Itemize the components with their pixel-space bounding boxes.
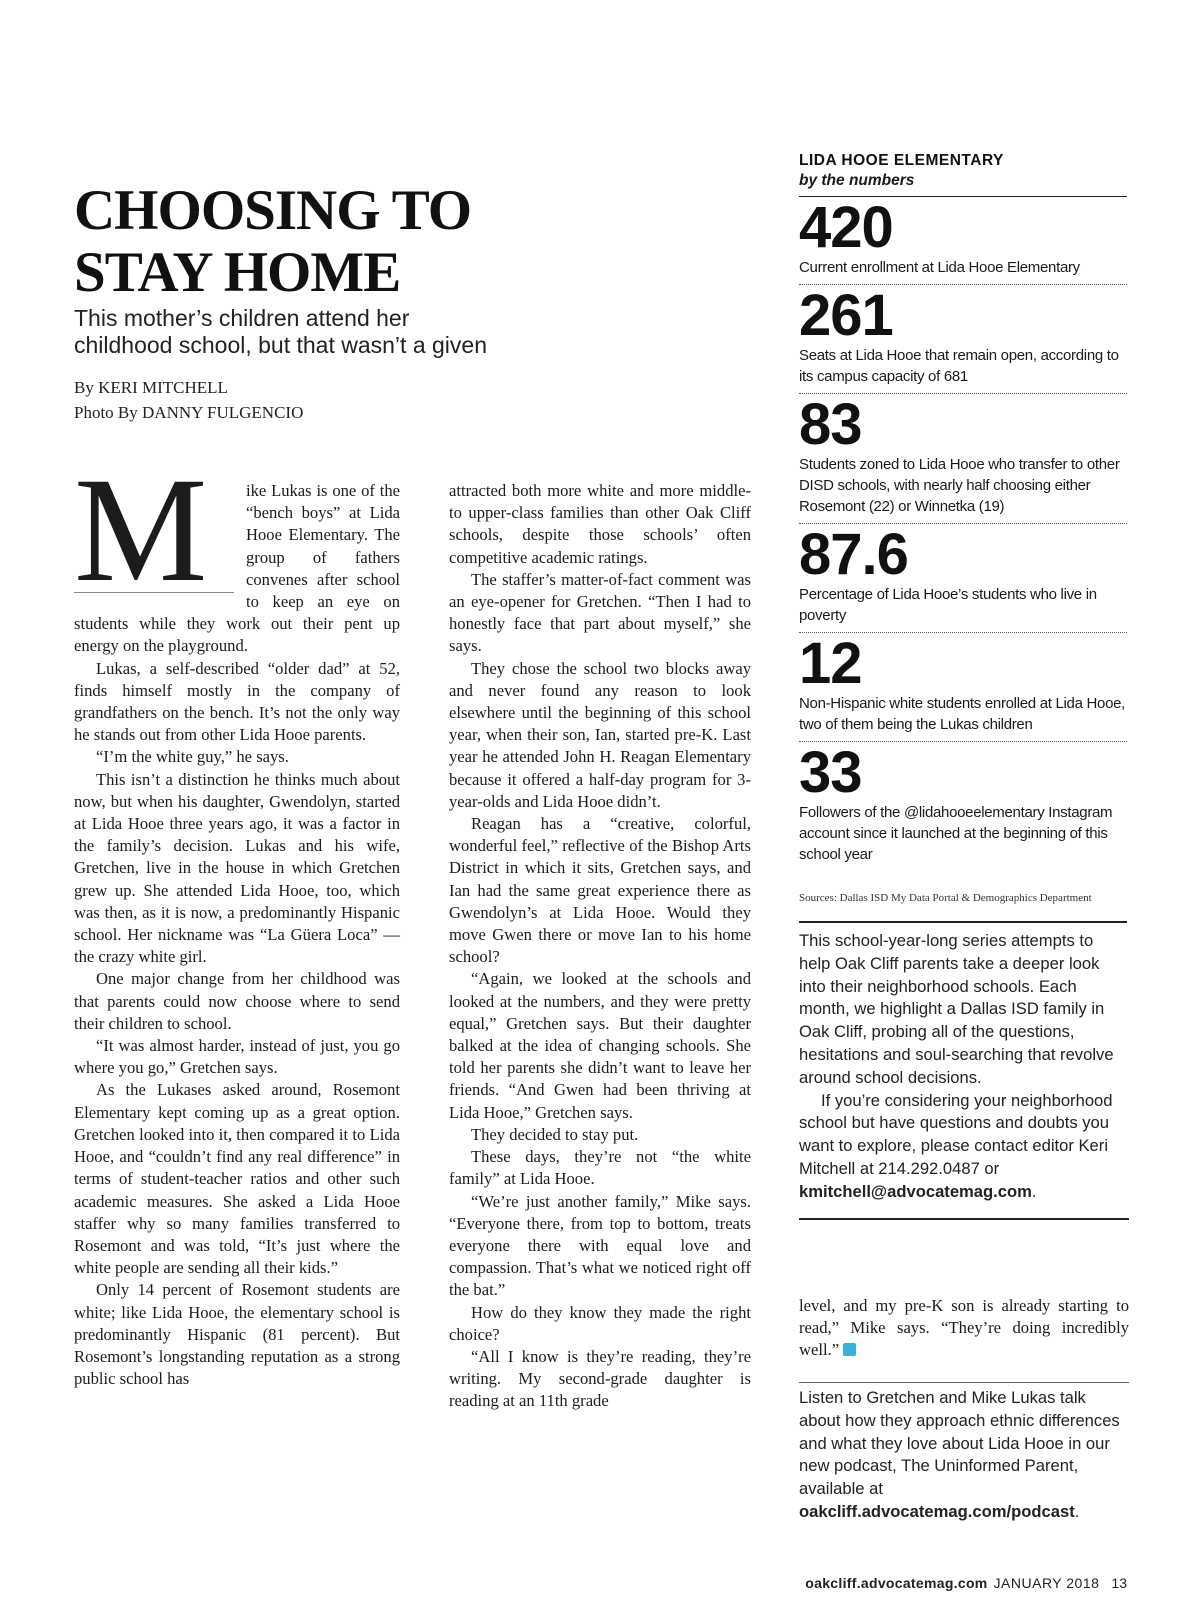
paragraph: “All I know is they’re reading, they’re writing. My second-grade daughter is reading at an 11th grade <box>449 1346 751 1411</box>
podcast-end: . <box>1074 1501 1080 1521</box>
page-number: 13 <box>1111 1575 1127 1591</box>
paragraph: They decided to stay put. <box>471 1124 639 1144</box>
series-description: This school-year-long series attempts to help Oak Cliff parents take a deeper look into their neighborhood schools. Each month, we highlight a Dallas ISD family in Oak Cliff, probing all of the questions, hesitations and soul-searching that revolve around school decisions. <box>799 931 1114 1087</box>
sidebar-title: LIDA HOOE ELEMENTARY <box>799 152 1004 169</box>
paragraph: ike Lukas is one of the “bench boys” at Lida Hooe Elementary. The group of fathers convenes after school to keep an eye on students while they work out their pent up energy on the playground. <box>74 481 400 656</box>
podcast-text: Listen to Gretchen and Mike Lukas talk about how they approach ethnic differences and what they love about Lida Hooe in our new podcast, The Uninformed Parent, available at <box>799 1388 1120 1499</box>
stat-item <box>799 524 1127 633</box>
series-contact-text: If you’re considering your neighborhood school but have questions and doubts you want to explore, please contact editor Keri Mitchell at 214.292.0487 or <box>799 1090 1113 1178</box>
paragraph: “I’m the white guy,” he says. <box>96 747 289 767</box>
stat-number: 420 <box>799 195 893 260</box>
paragraph: “We’re just another family,” Mike says. “Everyone there, from top to bottom, treats everyone there with equal love and compassion. That’s what we noticed right off the bat.” <box>449 1191 751 1300</box>
sources-note: Sources: Dallas ISD My Data Portal & Demographics Department <box>799 891 1127 923</box>
stat-description: Non-Hispanic white students enrolled at Lida Hooe, two of them being the Lukas children <box>799 695 1126 733</box>
editor-email-link[interactable]: kmitchell@advocatemag.com <box>799 1181 1032 1201</box>
headline-line: CHOOSING TO <box>74 179 472 242</box>
stat-item <box>799 394 1127 524</box>
stat-description: Students zoned to Lida Hooe who transfer to other DISD schools, with nearly half choosing either Rosemont (22) or Winnetka (19) <box>799 456 1120 515</box>
stat-number: 83 <box>799 392 862 457</box>
footer-site-url[interactable]: oakcliff.advocatemag.com <box>805 1575 988 1591</box>
by-the-numbers-sidebar <box>799 152 1127 923</box>
deck-line: childhood school, but that wasn’t a given <box>74 332 487 358</box>
stat-number: 33 <box>799 740 862 805</box>
article-column-1 <box>74 447 400 1390</box>
author-credit: By KERI MITCHELL <box>74 378 228 397</box>
stat-item <box>799 197 1127 285</box>
sidebar-subtitle: by the numbers <box>799 172 1127 197</box>
photo-credit: Photo By DANNY FULGENCIO <box>74 403 304 422</box>
stat-item <box>799 742 1127 871</box>
paragraph: Lukas, a self-described “older dad” at 52, finds himself mostly in the company of grandfathers on the bench. It’s not the only way he stands out from other Lida Hooe parents. <box>74 658 400 745</box>
paragraph: Reagan has a “creative, colorful, wonderful feel,” reflective of the Bishop Arts District in which it sits, Gretchen says, and Ian had the same great experience there as Gwendolyn’s at Lida Hooe. Would they move Gwen there or move Ian to his home school? <box>449 814 751 967</box>
stat-item <box>799 633 1127 742</box>
series-info-box <box>799 930 1129 1220</box>
stat-number: 261 <box>799 283 893 348</box>
headline-line: STAY HOME <box>74 241 401 304</box>
stat-description: Followers of the @lidahooeelementary Instagram account since it launched at the beginning of this school year <box>799 804 1113 863</box>
byline <box>74 375 303 425</box>
podcast-link[interactable]: oakcliff.advocatemag.com/podcast <box>799 1501 1075 1521</box>
paragraph: These days, they’re not “the white family” at Lida Hooe. <box>449 1147 751 1189</box>
paragraph: They chose the school two blocks away and never found any reason to look elsewhere until the beginning of this school year, when their son, Ian, started pre-K. Last year he attended John H. Reagan Elementary because it offered a half-day program for 3-year-olds and Lida Hooe didn’t. <box>449 658 751 811</box>
series-contact-end: . <box>1031 1181 1037 1201</box>
paragraph: One major change from her childhood was that parents could now choose where to send their children to school. <box>74 969 400 1033</box>
paragraph: level, and my pre-K son is already starting to read,” Mike says. “They’re doing incredibly well.” <box>799 1296 1129 1360</box>
paragraph: As the Lukases asked around, Rosemont Elementary kept coming up as a great option. Gretchen looked into it, then compared it to Lida Hooe, and “couldn’t find any real difference” in terms of student-teacher ratios and other such academic measures. She asked a Lida Hooe staffer why so many families transferred to Rosemont and was told, “It’s just where the white people are sending all their kids.” <box>74 1080 400 1278</box>
deck-line: This mother’s children attend her <box>74 305 410 331</box>
headline <box>74 180 634 304</box>
paragraph: Only 14 percent of Rosemont students are white; like Lida Hooe, the elementary school is predominantly Hispanic (81 percent). But Rosemont’s longstanding reputation as a strong public school has <box>74 1280 400 1389</box>
stat-description: Percentage of Lida Hooe’s students who live in poverty <box>799 586 1097 624</box>
series-contact <box>799 1090 1129 1204</box>
stat-description: Seats at Lida Hooe that remain open, according to its campus capacity of 681 <box>799 347 1119 385</box>
stat-item <box>799 285 1127 394</box>
paragraph: This isn’t a distinction he thinks much about now, but when his daughter, Gwendolyn, started at Lida Hooe three years ago, it was a factor in the family’s decision. Lukas and his wife, Gretchen, live in the house in which Gretchen grew up. She attended Lida Hooe, too, which was then, as it is now, a predominantly Hispanic school. Her nickname was “La Güera Loca” — the crazy white girl. <box>74 769 400 967</box>
paragraph: “Again, we looked at the schools and looked at the numbers, and they were pretty equal,” Gretchen says. But their daughter balked at the idea of changing schools. She told her parents she didn’t want to leave her friends. “And Gwen had been thriving at Lida Hooe,” Gretchen says. <box>449 969 751 1122</box>
stat-number: 12 <box>799 631 862 696</box>
stat-number: 87.6 <box>799 522 908 587</box>
deck <box>74 305 674 359</box>
paragraph: How do they know they made the right choice? <box>449 1302 751 1344</box>
paragraph: The staffer’s matter-of-fact comment was an eye-opener for Gretchen. “Then I had to honestly face that part about myself,” she says. <box>449 569 751 656</box>
article-column-3 <box>799 1295 1129 1383</box>
paragraph: attracted both more white and more middle- to upper-class families than other Oak Cliff schools, despite those schools’ often competitive academic ratings. <box>449 481 751 567</box>
podcast-box <box>799 1387 1129 1524</box>
stat-description: Current enrollment at Lida Hooe Elementary <box>799 259 1080 276</box>
page-footer <box>799 1575 1127 1591</box>
article-column-2 <box>449 480 751 1413</box>
drop-cap: M <box>74 476 234 593</box>
paragraph: “It was almost harder, instead of just, you go where you go,” Gretchen says. <box>74 1036 400 1078</box>
end-mark-icon <box>843 1343 856 1356</box>
footer-issue-date: JANUARY 2018 <box>993 1575 1100 1591</box>
